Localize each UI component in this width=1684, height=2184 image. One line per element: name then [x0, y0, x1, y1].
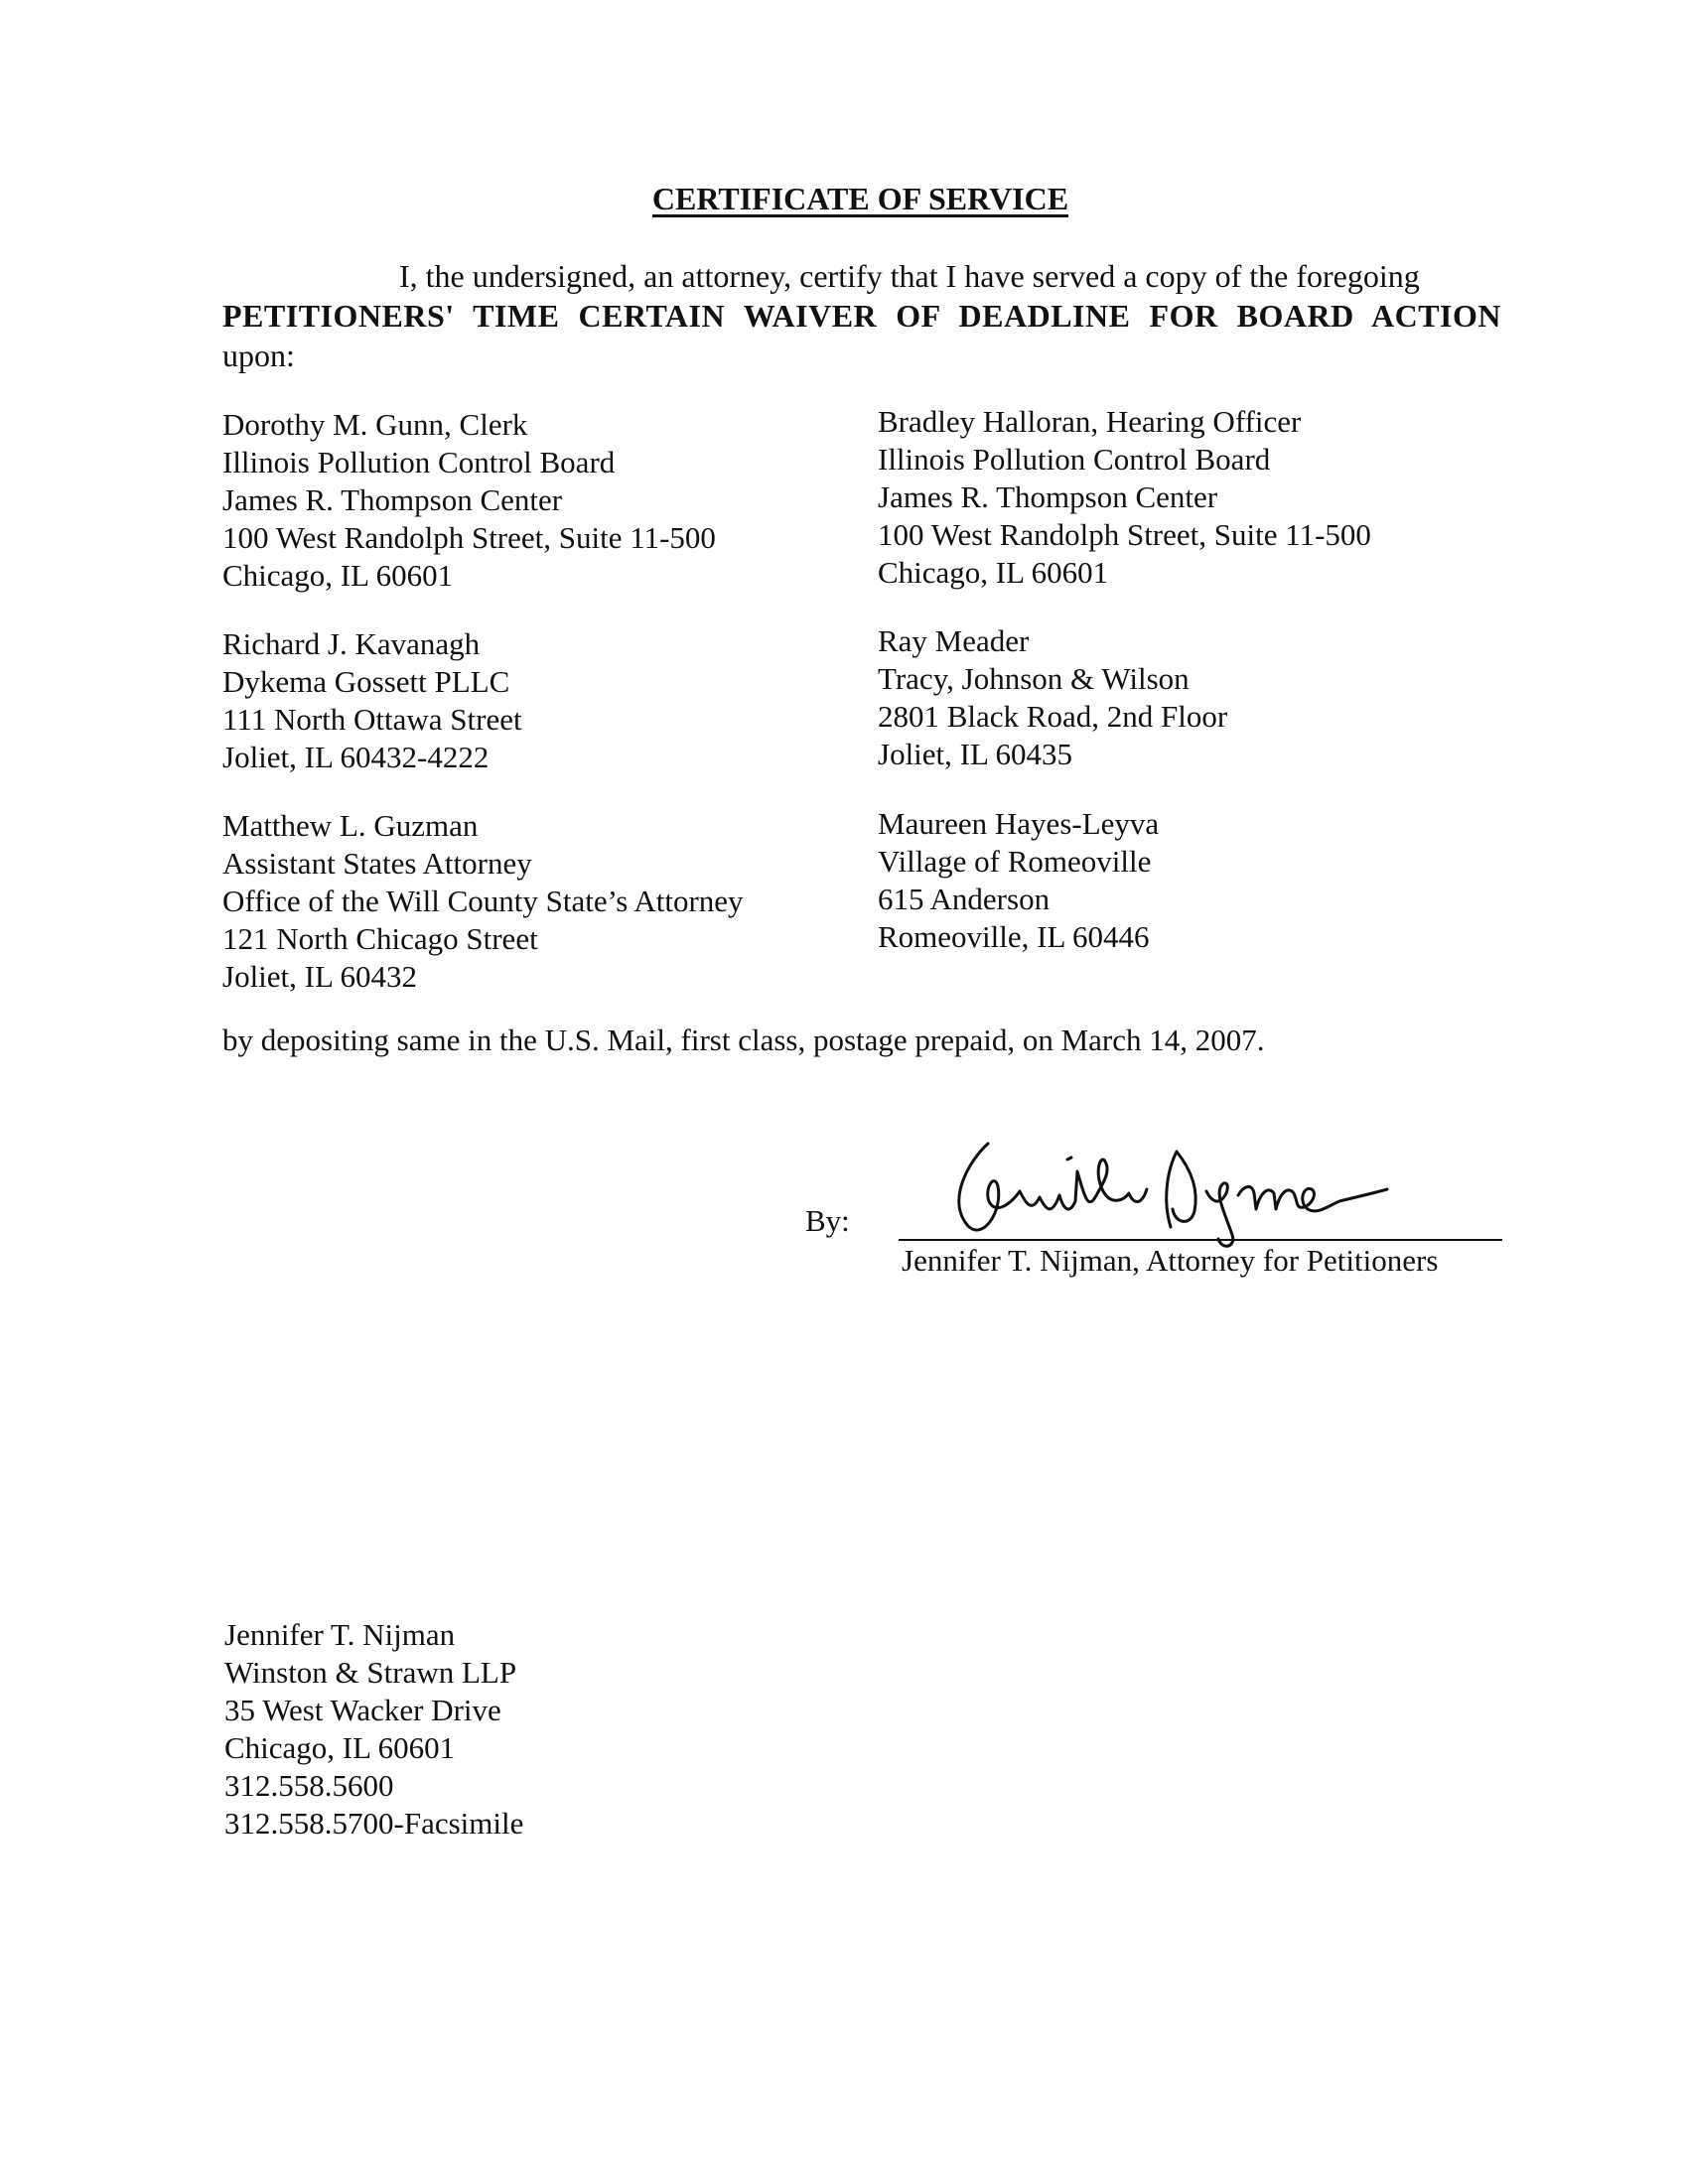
recipient-line: Dorothy M. Gunn, Clerk — [222, 407, 528, 442]
recipient-line: 100 West Randolph Street, Suite 11-500 — [222, 520, 716, 555]
recipient-line: 111 North Ottawa Street — [222, 702, 522, 737]
recipient-address-block — [222, 406, 858, 595]
recipient-line: Joliet, IL 60435 — [878, 737, 1073, 771]
recipient-line: Joliet, IL 60432 — [222, 959, 418, 994]
attorney-address-block — [224, 1616, 523, 1843]
deposit-statement: by depositing same in the U.S. Mail, first class, postage prepaid, on March 14, 2007. — [222, 1023, 1265, 1057]
attorney-line: 312.558.5700-Facsimile — [224, 1806, 524, 1841]
recipient-line: Dykema Gossett PLLC — [222, 664, 510, 699]
handwritten-signature — [928, 1132, 1405, 1261]
recipient-line: 2801 Black Road, 2nd Floor — [878, 699, 1228, 734]
recipient-line: Office of the Will County State’s Attorney — [222, 884, 744, 918]
recipient-line: 100 West Randolph Street, Suite 11-500 — [878, 517, 1371, 552]
attorney-line: 312.558.5600 — [224, 1768, 394, 1803]
recipient-line: Richard J. Kavanagh — [222, 626, 481, 661]
recipient-line: Ray Meader — [878, 623, 1030, 658]
recipient-line: James R. Thompson Center — [222, 482, 563, 517]
recipient-address-block — [222, 807, 858, 996]
intro-paragraph — [222, 256, 1501, 375]
recipient-line: Illinois Pollution Control Board — [222, 445, 616, 479]
intro-line: I, the undersigned, an attorney, certify that I have served a copy of the foregoing — [399, 258, 1420, 294]
recipient-address-block — [878, 622, 1513, 773]
recipient-line: Illinois Pollution Control Board — [878, 442, 1271, 477]
upon-label: upon: — [222, 338, 295, 373]
recipient-line: Chicago, IL 60601 — [222, 558, 454, 593]
recipient-line: Bradley Halloran, Hearing Officer — [878, 404, 1302, 439]
recipient-line: Tracy, Johnson & Wilson — [878, 661, 1190, 696]
attorney-line: Jennifer T. Nijman — [224, 1617, 456, 1652]
recipient-line: Joliet, IL 60432-4222 — [222, 740, 490, 774]
recipient-line: Village of Romeoville — [878, 844, 1152, 879]
recipient-line: Maureen Hayes-Leyva — [878, 806, 1160, 841]
signer-name: Jennifer T. Nijman, Attorney for Petitioners — [902, 1243, 1439, 1278]
recipient-line: 121 North Chicago Street — [222, 921, 538, 956]
recipient-line: Assistant States Attorney — [222, 846, 532, 881]
attorney-line: Winston & Strawn LLP — [224, 1655, 517, 1690]
served-document-name: PETITIONERS' TIME CERTAIN WAIVER OF DEADLINE FOR BOARD ACTION — [222, 298, 1501, 334]
attorney-line: 35 West Wacker Drive — [224, 1693, 501, 1727]
recipient-address-block — [878, 403, 1513, 592]
recipient-line: Chicago, IL 60601 — [878, 555, 1109, 590]
attorney-line: Chicago, IL 60601 — [224, 1730, 456, 1765]
recipient-line: Matthew L. Guzman — [222, 808, 479, 843]
signature-line — [899, 1239, 1502, 1241]
recipient-line: James R. Thompson Center — [878, 479, 1218, 514]
recipient-address-block — [878, 805, 1513, 956]
document-title: CERTIFICATE OF SERVICE — [651, 181, 1069, 216]
recipient-address-block — [222, 625, 858, 776]
recipient-line: 615 Anderson — [878, 882, 1051, 916]
by-label: By: — [805, 1203, 850, 1238]
recipient-line: Romeoville, IL 60446 — [878, 919, 1150, 954]
